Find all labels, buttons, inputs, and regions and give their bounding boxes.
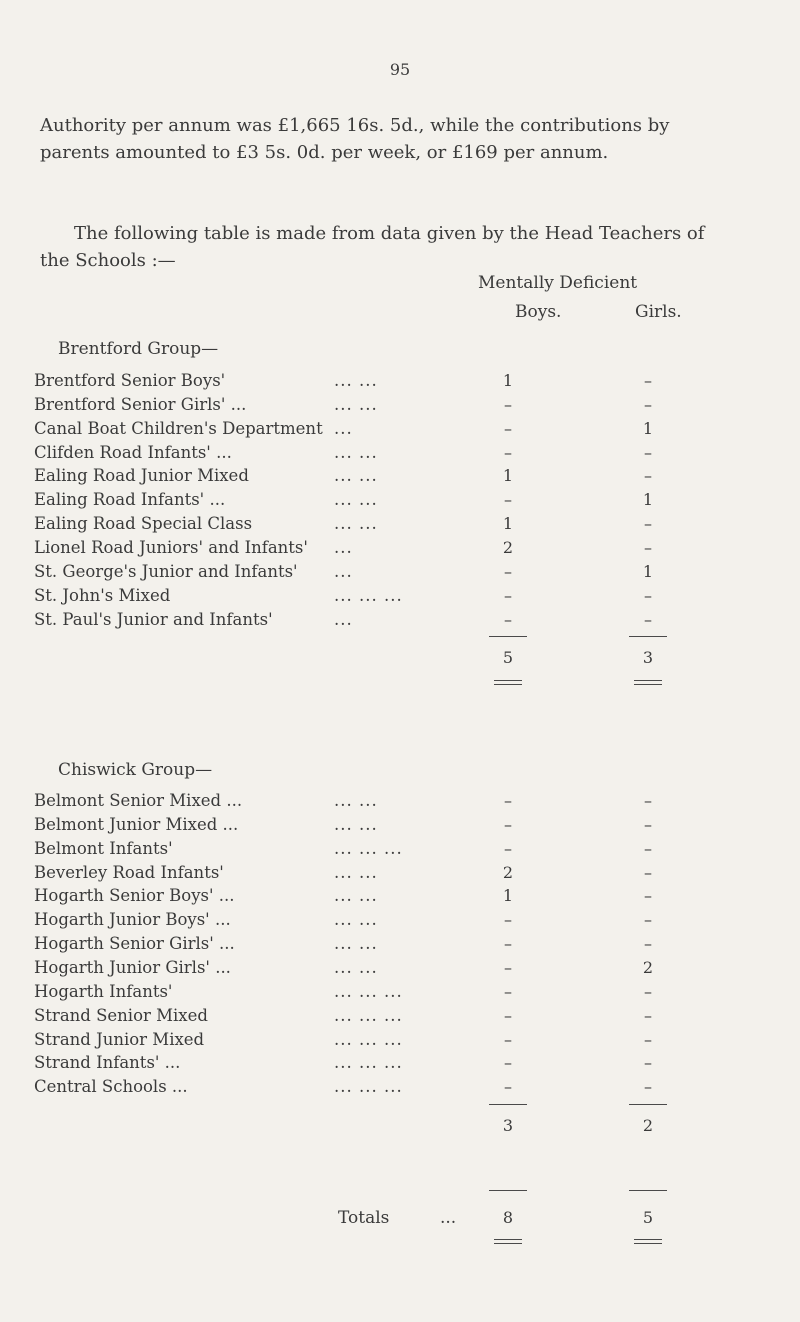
school-name: Brentford Senior Boys' bbox=[34, 371, 226, 390]
girls-count: – bbox=[644, 610, 652, 629]
double-rule bbox=[634, 680, 662, 685]
school-name: Ealing Road Junior Mixed bbox=[34, 466, 249, 485]
leader-dots: ... bbox=[334, 610, 353, 629]
school-name: Strand Infants' ... bbox=[34, 1053, 181, 1072]
boys-count: – bbox=[504, 586, 512, 605]
table-row bbox=[34, 1006, 754, 1030]
boys-count: – bbox=[504, 1030, 512, 1049]
column-header-boys: Boys. bbox=[515, 302, 562, 322]
boys-count: – bbox=[504, 1077, 512, 1096]
school-name: Strand Junior Mixed bbox=[34, 1030, 205, 1049]
leader-dots: ... ... bbox=[334, 371, 378, 390]
boys-count: 1 bbox=[502, 466, 514, 485]
girls-count: – bbox=[644, 934, 652, 953]
table-row bbox=[34, 562, 754, 586]
school-name: Central Schools ... bbox=[34, 1077, 188, 1096]
school-name: Hogarth Junior Boys' ... bbox=[34, 910, 231, 929]
leader-dots: ... bbox=[334, 562, 353, 581]
leader-dots: ... ... bbox=[334, 443, 378, 462]
boys-count: 1 bbox=[502, 514, 514, 533]
leader-dots: ... ... ... bbox=[334, 1030, 403, 1049]
school-name: Hogarth Senior Boys' ... bbox=[34, 886, 235, 905]
leader-dots: ... ... bbox=[334, 514, 378, 533]
school-name: Hogarth Infants' bbox=[34, 982, 173, 1001]
school-name: St. Paul's Junior and Infants' bbox=[34, 610, 273, 629]
girls-count: – bbox=[644, 839, 652, 858]
leader-dots: ... ... bbox=[334, 886, 378, 905]
boys-count: – bbox=[504, 443, 512, 462]
school-name: Lionel Road Juniors' and Infants' bbox=[34, 538, 308, 557]
leader-dots: ... ... bbox=[334, 466, 378, 485]
totals-dots: ... bbox=[440, 1208, 457, 1228]
table-row bbox=[34, 886, 754, 910]
boys-count: – bbox=[504, 958, 512, 977]
table-row bbox=[34, 982, 754, 1006]
double-rule bbox=[634, 1239, 662, 1244]
table-row bbox=[34, 1030, 754, 1054]
leader-dots: ... ... ... bbox=[334, 1053, 403, 1072]
school-name: Beverley Road Infants' bbox=[34, 863, 224, 882]
table-row bbox=[34, 538, 754, 562]
totals-rule bbox=[489, 1190, 527, 1191]
table-row bbox=[34, 958, 754, 982]
double-rule bbox=[494, 680, 522, 685]
table-row bbox=[34, 1053, 754, 1077]
table-row bbox=[34, 815, 754, 839]
girls-count: – bbox=[644, 815, 652, 834]
table-row bbox=[34, 791, 754, 815]
leader-dots: ... ... bbox=[334, 490, 378, 509]
page-number: 95 bbox=[389, 60, 411, 79]
girls-count: – bbox=[644, 982, 652, 1001]
table-row bbox=[34, 395, 754, 419]
boys-count: 2 bbox=[502, 863, 514, 882]
boys-count: – bbox=[504, 490, 512, 509]
boys-count: – bbox=[504, 910, 512, 929]
totals-rule bbox=[629, 1190, 667, 1191]
girls-count: – bbox=[644, 791, 652, 810]
table-row bbox=[34, 863, 754, 887]
girls-count: – bbox=[644, 466, 652, 485]
table-row bbox=[34, 443, 754, 467]
leader-dots: ... ... bbox=[334, 910, 378, 929]
school-name: Canal Boat Children's Department bbox=[34, 419, 323, 438]
girls-count: – bbox=[644, 586, 652, 605]
school-name: Belmont Junior Mixed ... bbox=[34, 815, 239, 834]
column-header-mentally-deficient: Mentally Deficient bbox=[478, 273, 638, 293]
school-name: Hogarth Senior Girls' ... bbox=[34, 934, 235, 953]
girls-count: – bbox=[644, 1053, 652, 1072]
school-name: St. John's Mixed bbox=[34, 586, 171, 605]
girls-count: – bbox=[644, 1077, 652, 1096]
total-boys: 8 bbox=[502, 1208, 514, 1227]
girls-count: – bbox=[644, 538, 652, 557]
subtotal-girls: 2 bbox=[642, 1116, 654, 1135]
group-heading: Chiswick Group— bbox=[58, 760, 213, 780]
table-row bbox=[34, 466, 754, 490]
group-heading: Brentford Group— bbox=[58, 339, 219, 359]
girls-count: – bbox=[644, 1030, 652, 1049]
school-name: Belmont Infants' bbox=[34, 839, 173, 858]
table-row bbox=[34, 610, 754, 634]
subtotal-rule bbox=[489, 1104, 527, 1105]
table-row bbox=[34, 839, 754, 863]
subtotal-boys: 5 bbox=[502, 648, 514, 667]
leader-dots: ... ... ... bbox=[334, 1077, 403, 1096]
school-name: Ealing Road Infants' ... bbox=[34, 490, 226, 509]
girls-count: 2 bbox=[642, 958, 654, 977]
leader-dots: ... ... ... bbox=[334, 586, 403, 605]
school-name: Hogarth Junior Girls' ... bbox=[34, 958, 231, 977]
boys-count: – bbox=[504, 1053, 512, 1072]
boys-count: – bbox=[504, 562, 512, 581]
leader-dots: ... ... bbox=[334, 958, 378, 977]
leader-dots: ... bbox=[334, 419, 353, 438]
school-name: Brentford Senior Girls' ... bbox=[34, 395, 247, 414]
boys-count: – bbox=[504, 610, 512, 629]
girls-count: – bbox=[644, 371, 652, 390]
school-name: Belmont Senior Mixed ... bbox=[34, 791, 243, 810]
leader-dots: ... ... ... bbox=[334, 839, 403, 858]
school-name: Ealing Road Special Class bbox=[34, 514, 253, 533]
school-name: Strand Senior Mixed bbox=[34, 1006, 208, 1025]
boys-count: 1 bbox=[502, 371, 514, 390]
girls-count: – bbox=[644, 395, 652, 414]
double-rule bbox=[494, 1239, 522, 1244]
leader-dots: ... ... bbox=[334, 934, 378, 953]
leader-dots: ... ... bbox=[334, 863, 378, 882]
leader-dots: ... ... bbox=[334, 791, 378, 810]
totals-label: Totals bbox=[338, 1208, 390, 1228]
total-girls: 5 bbox=[642, 1208, 654, 1227]
table-row bbox=[34, 514, 754, 538]
leader-dots: ... ... bbox=[334, 395, 378, 414]
table-row bbox=[34, 910, 754, 934]
column-header-girls: Girls. bbox=[635, 302, 682, 322]
subtotal-rule bbox=[629, 636, 667, 637]
girls-count: 1 bbox=[642, 490, 654, 509]
boys-count: – bbox=[504, 419, 512, 438]
paragraph-intro: Authority per annum was £1,665 16s. 5d., while the contributions by parents amounted to £3 5s. 0d. per week, or £169 per annum. bbox=[40, 115, 670, 163]
table-row bbox=[34, 419, 754, 443]
girls-count: – bbox=[644, 886, 652, 905]
girls-count: 1 bbox=[642, 562, 654, 581]
subtotal-boys: 3 bbox=[502, 1116, 514, 1135]
leader-dots: ... ... bbox=[334, 815, 378, 834]
boys-count: – bbox=[504, 1006, 512, 1025]
boys-count: – bbox=[504, 395, 512, 414]
leader-dots: ... bbox=[334, 538, 353, 557]
table-row bbox=[34, 586, 754, 610]
subtotal-girls: 3 bbox=[642, 648, 654, 667]
girls-count: – bbox=[644, 514, 652, 533]
boys-count: – bbox=[504, 934, 512, 953]
girls-count: 1 bbox=[642, 419, 654, 438]
girls-count: – bbox=[644, 910, 652, 929]
subtotal-rule bbox=[489, 636, 527, 637]
table-row bbox=[34, 490, 754, 514]
girls-count: – bbox=[644, 1006, 652, 1025]
boys-count: – bbox=[504, 815, 512, 834]
table-row bbox=[34, 934, 754, 958]
boys-count: 1 bbox=[502, 886, 514, 905]
school-name: St. George's Junior and Infants' bbox=[34, 562, 298, 581]
leader-dots: ... ... ... bbox=[334, 1006, 403, 1025]
boys-count: – bbox=[504, 791, 512, 810]
school-name: Clifden Road Infants' ... bbox=[34, 443, 232, 462]
table-row bbox=[34, 371, 754, 395]
girls-count: – bbox=[644, 443, 652, 462]
girls-count: – bbox=[644, 863, 652, 882]
boys-count: 2 bbox=[502, 538, 514, 557]
leader-dots: ... ... ... bbox=[334, 982, 403, 1001]
boys-count: – bbox=[504, 982, 512, 1001]
paragraph-table-intro: The following table is made from data given by the Head Teachers of the Schools :— bbox=[40, 223, 705, 271]
subtotal-rule bbox=[629, 1104, 667, 1105]
table-row bbox=[34, 1077, 754, 1101]
boys-count: – bbox=[504, 839, 512, 858]
